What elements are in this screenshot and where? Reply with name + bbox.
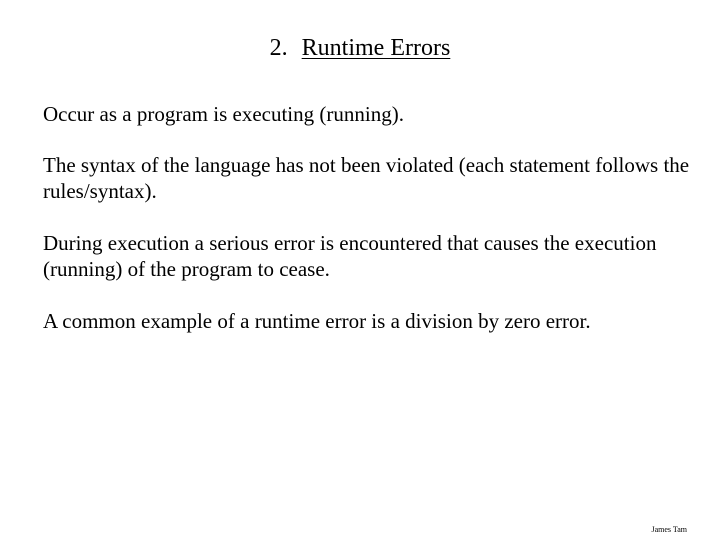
title-text: Runtime Errors: [301, 35, 451, 61]
paragraph-syntax: The syntax of the language has not been violated (each statement follows the rules/syntax).: [43, 153, 690, 203]
paragraph-example: A common example of a runtime error is a division by zero error.: [43, 309, 591, 333]
paragraph-execution: During execution a serious error is encountered that causes the execution (running) of the program to cease.: [43, 231, 657, 281]
footer-author: James Tam: [651, 525, 687, 534]
paragraph-definition: Occur as a program is executing (running).: [43, 102, 404, 126]
slide-title: [0, 33, 720, 63]
title-number: 2.: [269, 35, 288, 61]
